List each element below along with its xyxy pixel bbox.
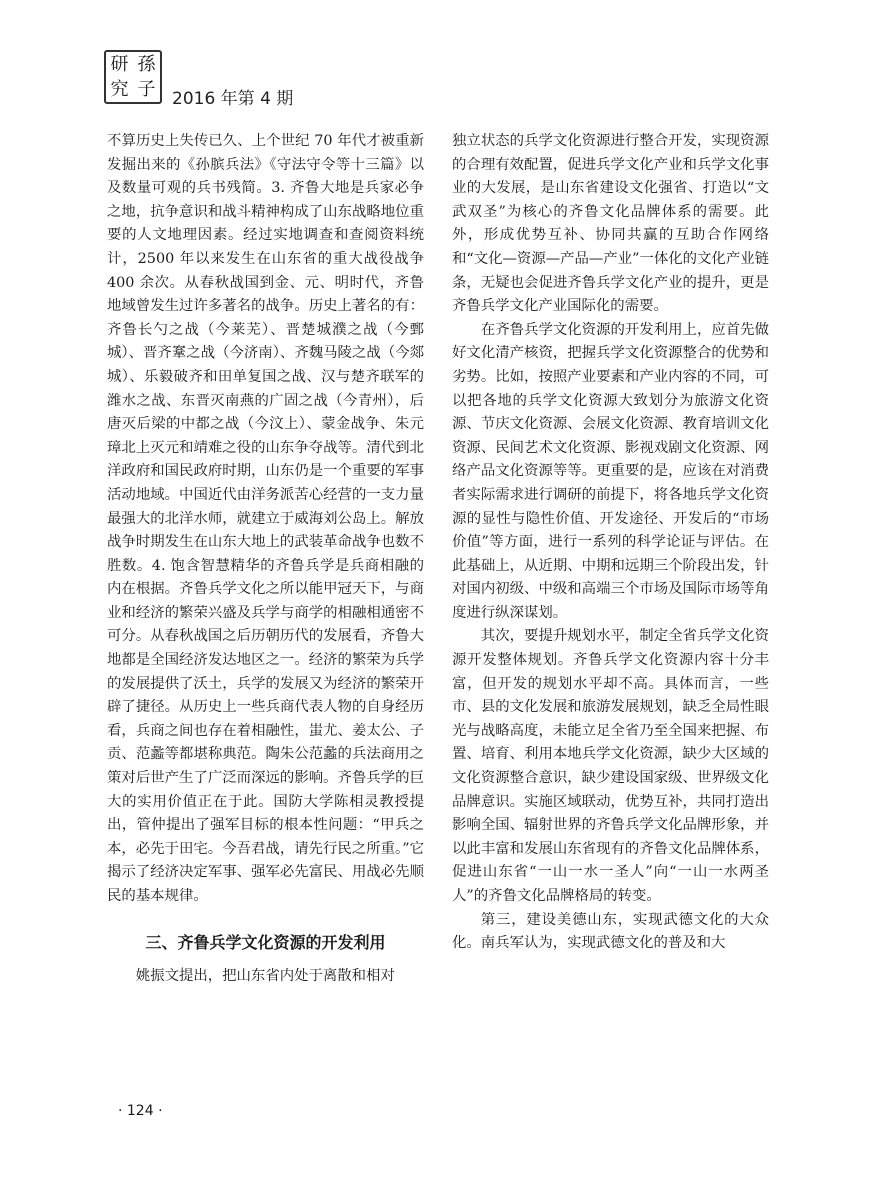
body-paragraph: 其次，要提升规划水平，制定全省兵学文化资源开发整体规划。齐鲁兵学文化资源内容十分丰富，但开发的规划水平却不高。具体而言，一些市、县的文化发展和旅游发展规划，缺乏全局性眼光与战略高度，未能立足全省乃至全国来把握、布置、培育、利用本地兵学文化资源，缺少大区域的文化资源整合意识，缺少建设国家级、世界级文化品牌意识。实施区域联动，优势互补，共同打造出影响全国、辐射世界的齐鲁兵学文化品牌形象，并以此丰富和发展山东省现有的齐鲁文化品牌体系，促进山东省“一山一水一圣人”向“一山一水两圣人”的齐鲁文化品牌格局的转变。 [452, 628, 769, 904]
issue-label: 2016 年第 4 期 [172, 89, 294, 109]
left-column [107, 130, 424, 988]
right-column [452, 130, 769, 956]
logo-char: 究 [110, 78, 129, 100]
body-paragraph: 姚振文提出，把山东省内处于离散和相对 [135, 967, 395, 984]
journal-logo [104, 50, 162, 104]
logo-char: 研 [110, 53, 129, 75]
body-paragraph: 在齐鲁兵学文化资源的开发利用上，应首先做好文化清产核资，把握兵学文化资源整合的优势和劣势。比如，按照产业要素和产业内容的不同，可以把各地的兵学文化资源大致划分为旅游文化资源、节庆文化资源、会展文化资源、教育培训文化资源、民间艺术文化资源、影视戏剧文化资源、网络产品文化资源等等。更重要的是，应该在对消费者实际需求进行调研的前提下，将各地兵学文化资源的显性与隐性价值、开发途径、开发后的“市场价值”等方面，进行一系列的科学论证与评估。在此基础上，从近期、中期和远期三个阶段出发，针对国内初级、中级和高端三个市场及国际市场等角度进行纵深谋划。 [452, 321, 769, 621]
section-heading: 三、齐鲁兵学文化资源的开发利用 [145, 932, 386, 952]
logo-char: 子 [137, 78, 156, 100]
body-paragraph: 不算历史上失传已久、上个世纪 70 年代才被重新发掘出来的《孙膑兵法》《守法守令等十三篇》以及数量可观的兵书残简。3. 齐鲁大地是兵家必争之地，抗争意识和战斗精神构成了山东战略地位重要的人文地理因素。经过实地调查和查阅资料统计，2500 年以来发生在山东省的重大战役战争 400 余次。从春秋战国到金、元、明时代，齐鲁地域曾发生过许多著名的战争。历史上著名的有：齐鲁长勺之战（今莱芜）、晋楚城濮之战（今鄄城）、晋齐鞌之战（今济南）、齐魏马陵之战（今郯城）、乐毅破齐和田单复国之战、汉与楚齐联军的潍水之战、东晋灭南燕的广固之战（今青州），后唐灭后梁的中都之战（今汶上）、蒙金战争、朱元璋北上灭元和靖难之役的山东争夺战等。清代到北洋政府和国民政府时期，山东仍是一个重要的军事活动地域。中国近代由洋务派苦心经营的一支力量最强大的北洋水师，就建立于威海刘公岛上。解放战争时期发生在山东大地上的武装革命战争也数不胜数。4. 饱含智慧精华的齐鲁兵学是兵商相融的内在根据。齐鲁兵学文化之所以能甲冠天下，与商业和经济的繁荣兴盛及兵学与商学的相融相通密不可分。从春秋战国之后历朝历代的发展看，齐鲁大地都是全国经济发达地区之一。经济的繁荣为兵学的发展提供了沃土，兵学的发展又为经济的繁荣开辟了捷径。从历史上一些兵商代表人物的自身经历看，兵商之间也存在着相融性，蚩尤、姜太公、子贡、范蠡等都堪称典范。陶朱公范蠡的兵法商用之策对后世产生了广泛而深远的影响。齐鲁兵学的巨大的实用价值正在于此。国防大学陈相灵教授提出，管仲提出了强军目标的根本性问题：“甲兵之本，必先于田宅。今吾君战，请先行民之所重。”它揭示了经济决定军事、强军必先富民、用战必先顺民的基本规律。 [107, 133, 424, 904]
logo-char: 孫 [137, 53, 156, 75]
body-paragraph: 第三，建设美德山东，实现武德文化的大众化。南兵军认为，实现武德文化的普及和大 [452, 911, 769, 952]
body-paragraph: 独立状态的兵学文化资源进行整合开发，实现资源的合理有效配置，促进兵学文化产业和兵学文化事业的大发展，是山东省建设文化强省、打造以“文武双圣”为核心的齐鲁文化品牌体系的需要。此外，形成优势互补、协同共赢的互助合作网络和“文化—资源—产品—产业”一体化的文化产业链条，无疑也会促进齐鲁兵学文化产业的提升，更是齐鲁兵学文化产业国际化的需要。 [452, 133, 769, 315]
page-number: · 124 · [118, 1103, 163, 1119]
